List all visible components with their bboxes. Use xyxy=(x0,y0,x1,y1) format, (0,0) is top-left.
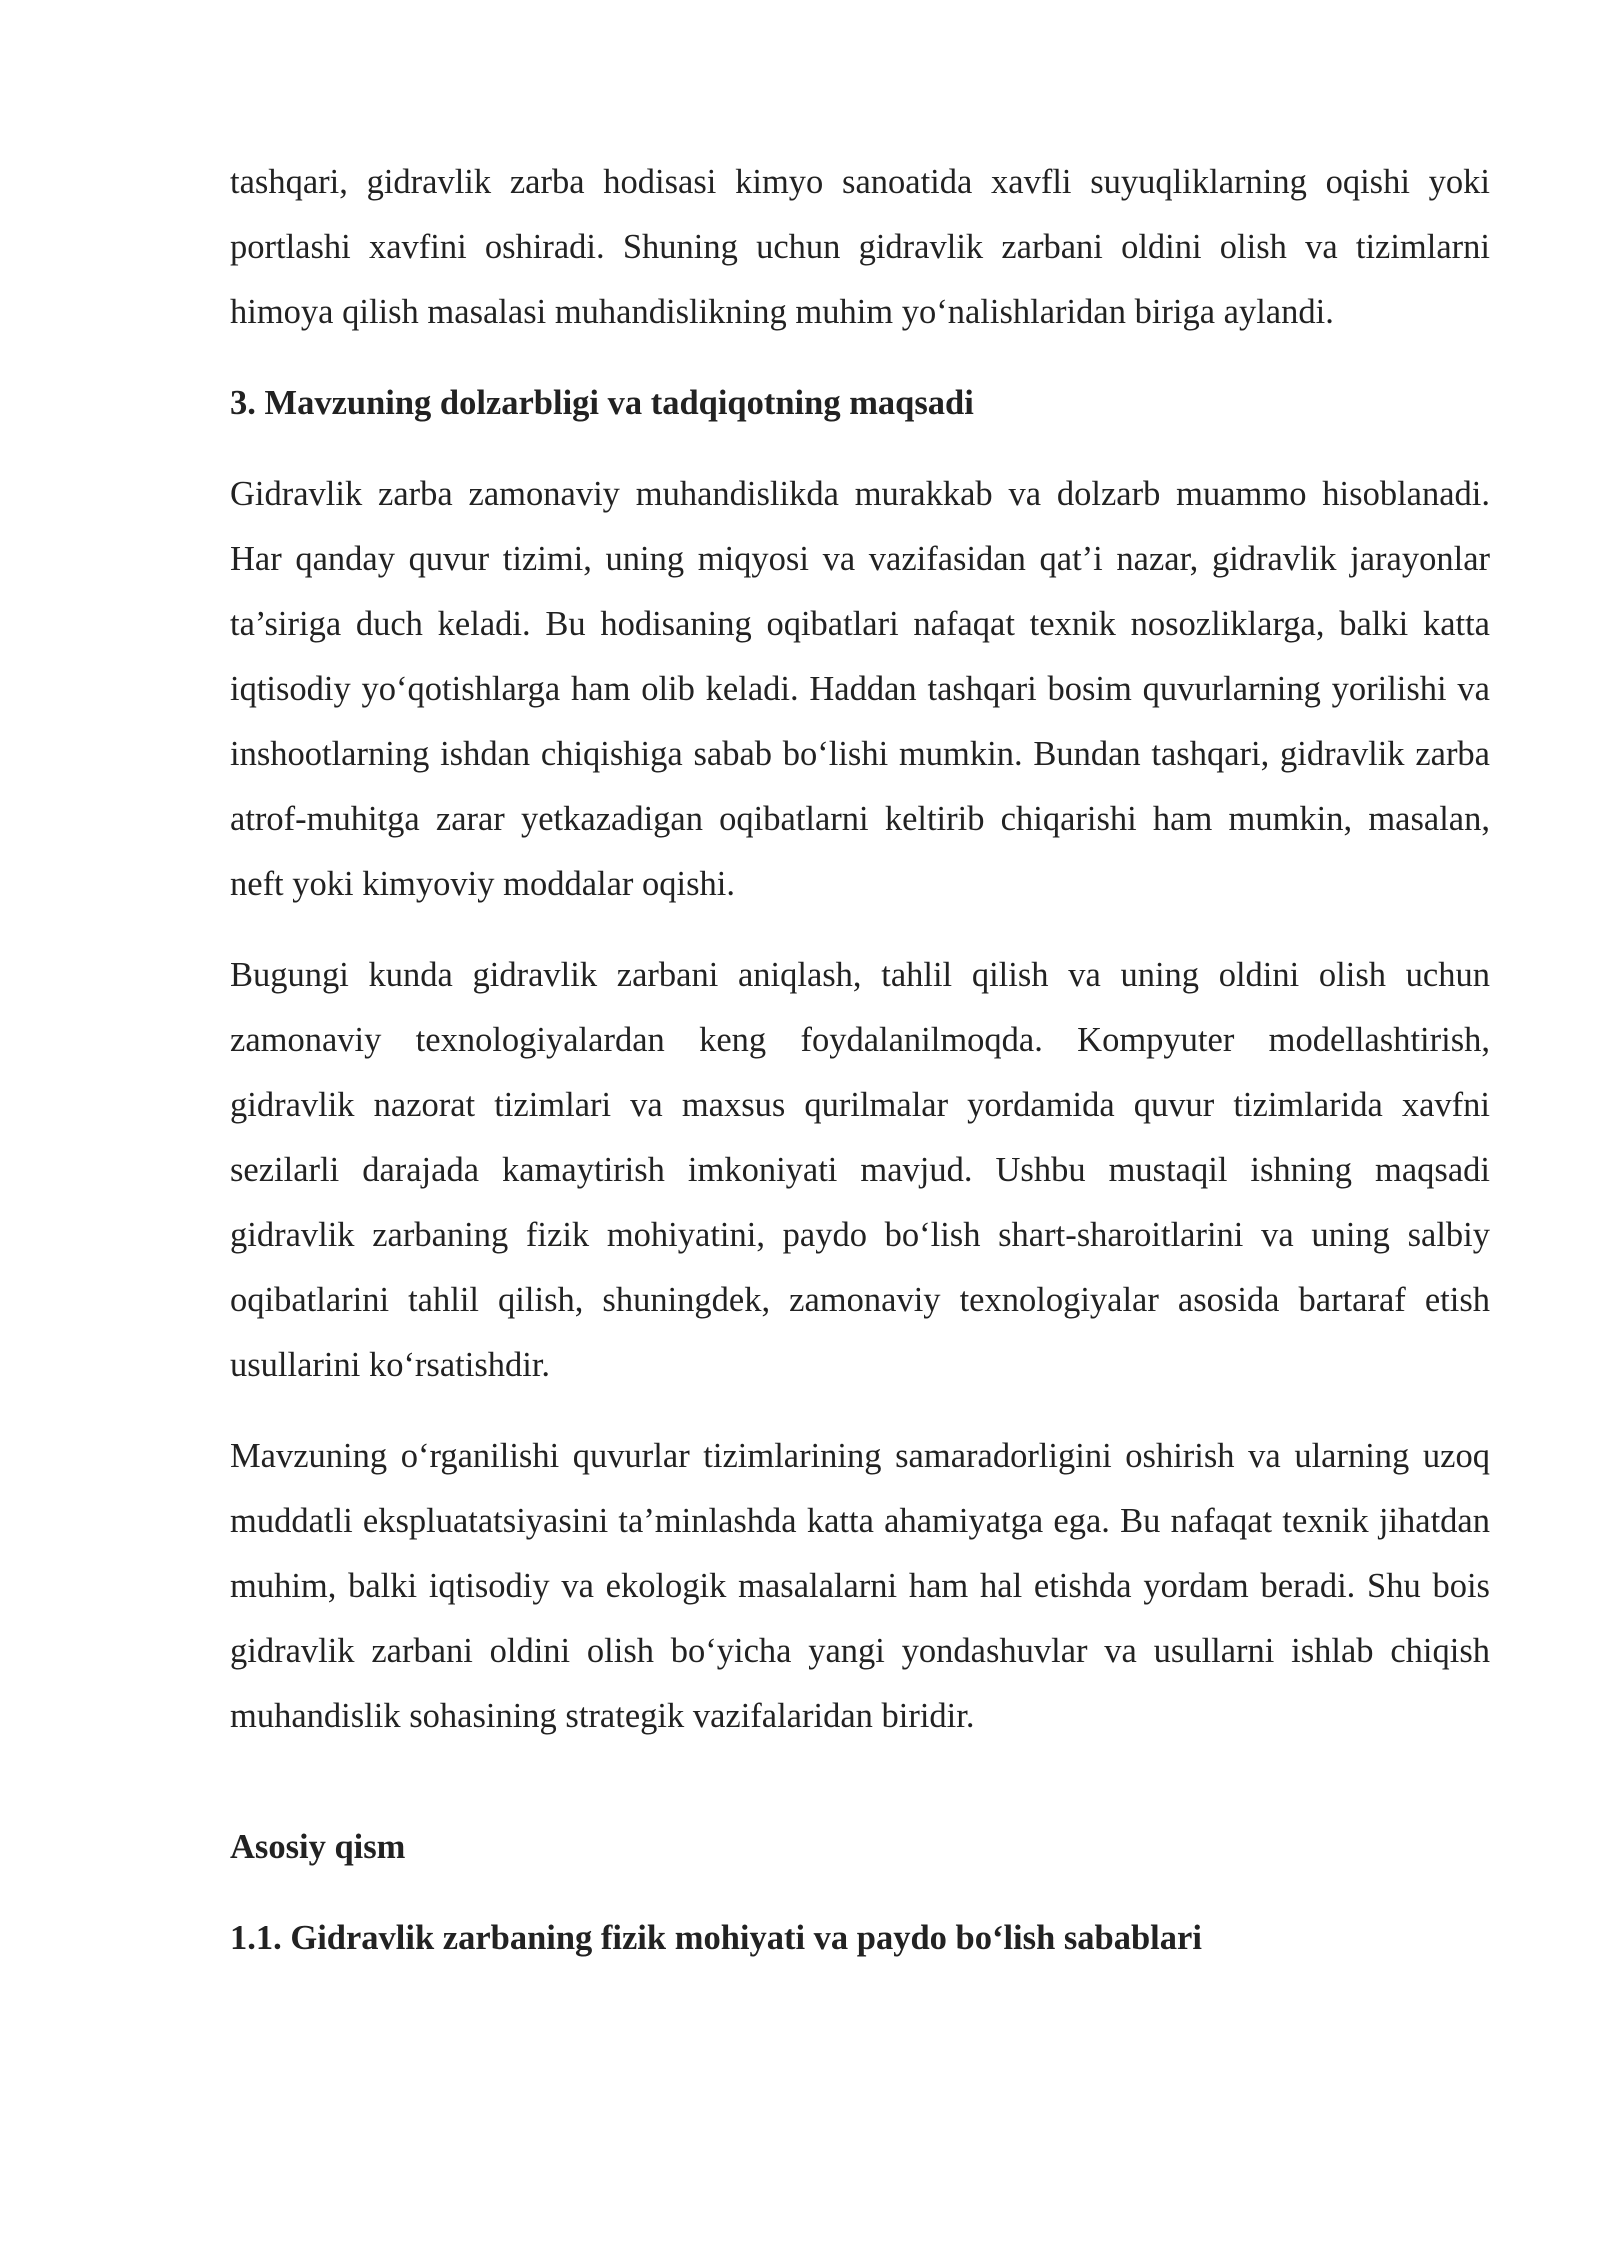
section-heading: 3. Mavzuning dolzarbligi va tadqiqotning maqsadi xyxy=(230,384,974,422)
paragraph-goal: Bugungi kunda gidravlik zarbani aniqlash, tahlil qilish va uning oldini olish uchun zamonaviy texnologiyalardan keng foydalanilmoqda. Kompyuter modellashtirish, gidravlik nazorat tizimlari va maxsus qurilmalar yordamida quvur tizimlarida xavfni sezilarli darajada kamaytirish imkoniyati mavjud. Ushbu mustaqil ishning maqsadi gidravlik zarbaning fizik mohiyatini, paydo bo‘lish shart-sharoitlarini va uning salbiy oqibatlarini tahlil qilish, shuningdek, zamonaviy texnologiyalar asosida bartaraf etish usullarini ko‘rsatishdir. xyxy=(230,956,1490,1384)
paragraph-relevance: Gidravlik zarba zamonaviy muhandislikda murakkab va dolzarb muammo hisoblanadi. Har qanday quvur tizimi, uning miqyosi va vazifasidan qat’i nazar, gidravlik jarayonlar ta’siriga duch keladi. Bu hodisaning oqibatlari nafaqat texnik nosozliklarga, balki katta iqtisodiy yo‘qotishlarga ham olib keladi. Haddan tashqari bosim quvurlarning yorilishi va inshootlarning ishdan chiqishiga sabab bo‘lishi mumkin. Bundan tashqari, gidravlik zarba atrof-muhitga zarar yetkazadigan oqibatlarni keltirib chiqarishi ham mumkin, masalan, neft yoki kimyoviy moddalar oqishi. xyxy=(230,475,1490,903)
main-part-heading: Asosiy qism xyxy=(230,1828,406,1866)
subsection-heading: 1.1. Gidravlik zarbaning fizik mohiyati va paydo bo‘lish sabablari xyxy=(230,1919,1202,1957)
paragraph-intro: tashqari, gidravlik zarba hodisasi kimyo sanoatida xavfli suyuqliklarning oqishi yoki portlashi xavfini oshiradi. Shuning uchun gidravlik zarbani oldini olish va tizimlarni himoya qilish masalasi muhandislikning muhim yo‘nalishlaridan biriga aylandi. xyxy=(230,163,1490,331)
paragraph-importance: Mavzuning o‘rganilishi quvurlar tizimlarining samaradorligini oshirish va ularning uzoq muddatli ekspluatatsiyasini ta’minlashda katta ahamiyatga ega. Bu nafaqat texnik jihatdan muhim, balki iqtisodiy va ekologik masalalarni ham hal etishda yordam beradi. Shu bois gidravlik zarbani oldini olish bo‘yicha yangi yondashuvlar va usullarni ishlab chiqish muhandislik sohasining strategik vazifalaridan biridir. xyxy=(230,1437,1490,1735)
document-body xyxy=(230,150,1490,1997)
